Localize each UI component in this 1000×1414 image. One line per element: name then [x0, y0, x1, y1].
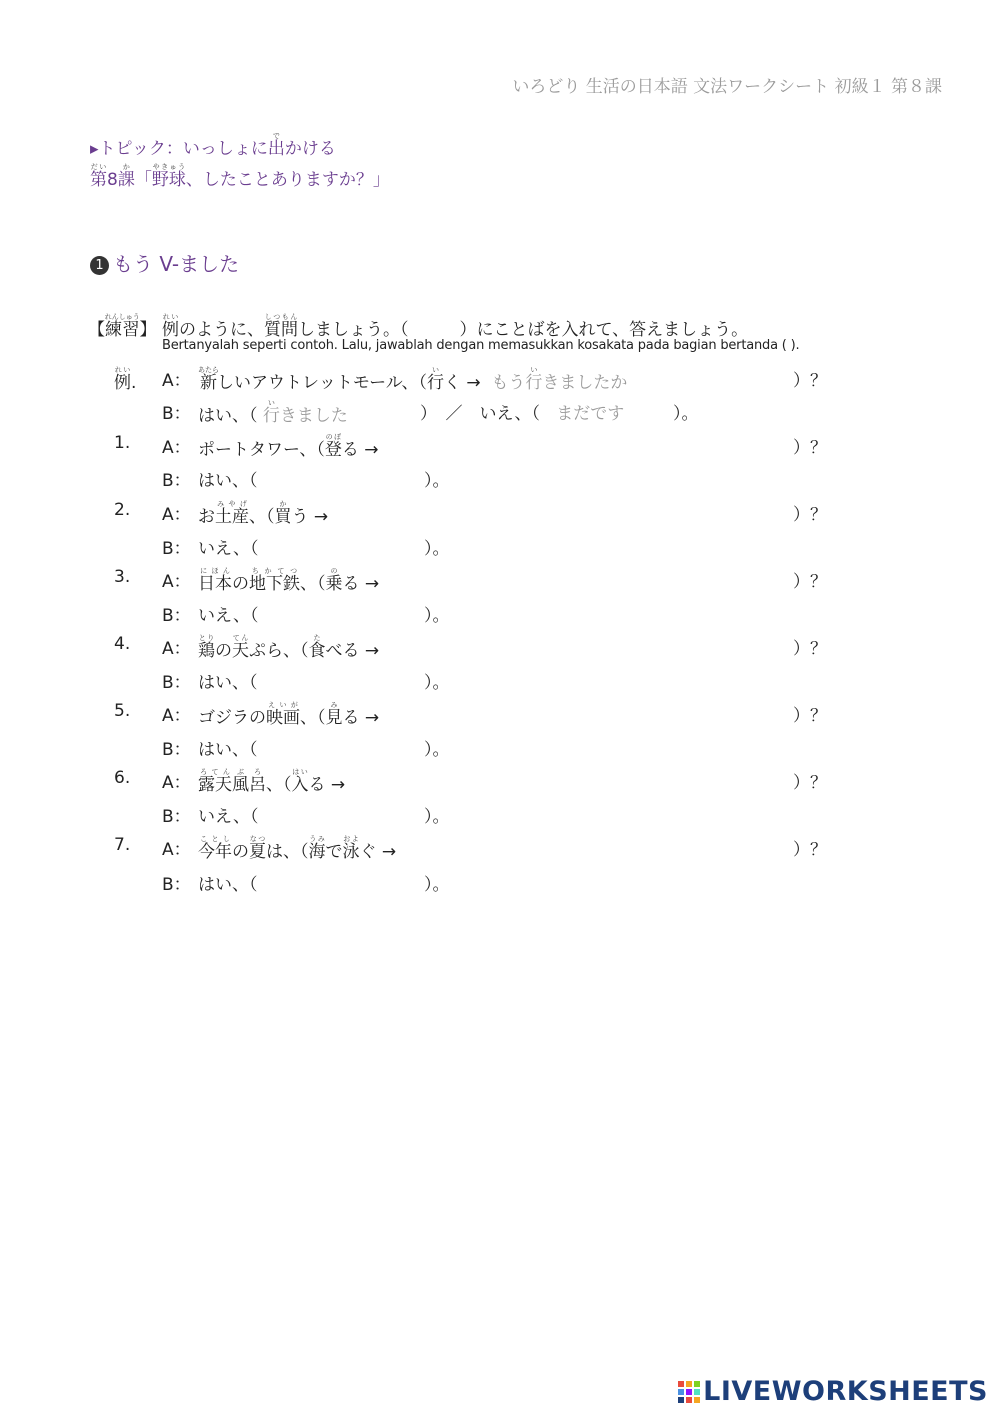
item-number: 5.	[114, 701, 131, 721]
item-b-answer: はい、（	[198, 875, 258, 895]
item-b-answer: はい、（	[198, 471, 258, 491]
item-b-answer: いえ、（	[198, 606, 259, 626]
item-number: 4.	[114, 634, 131, 654]
liveworksheets-logo-icon	[678, 1379, 700, 1410]
item-b-label: B：	[162, 673, 191, 693]
item-a-label: A：	[162, 572, 191, 592]
item-a-close: ）？	[793, 572, 827, 592]
item-b-close: ）。	[424, 606, 450, 626]
item-a-question: 露天ろてん風呂ぶろ、（入はいる →	[198, 768, 346, 795]
item-b-label: B：	[162, 471, 191, 491]
example-b-close: ）。	[673, 404, 699, 424]
section-number-badge: 1	[90, 256, 109, 275]
topic-line: ▸トピック：いっしょに出でかける	[90, 132, 336, 159]
item-a-question: お土産みやげ、（買かう →	[198, 500, 329, 527]
exercise-label: 【練習れんしゅう】	[88, 313, 157, 340]
item-b-label: B：	[162, 539, 191, 559]
item-a-label: A：	[162, 639, 191, 659]
item-a-question: ポートタワー、（登のぼる →	[198, 433, 379, 460]
item-a-close: ）？	[793, 505, 827, 525]
item-a-close: ）？	[793, 773, 827, 793]
item-b-close: ）。	[424, 471, 450, 491]
item-a-label: A：	[162, 706, 191, 726]
lesson-title: 第だい8課か「野球やきゅう、したことありますか？」	[90, 163, 390, 190]
item-b-close: ）。	[424, 875, 450, 895]
section-heading	[90, 248, 239, 277]
item-a-label: A：	[162, 438, 191, 458]
item-number: 1.	[114, 433, 131, 453]
item-b-close: ）。	[424, 673, 450, 693]
exercise-instruction: 例れいのように、質問しつもんしましょう。（ ）にことばを入れて、答えましょう。	[162, 313, 749, 340]
item-b-label: B：	[162, 740, 191, 760]
item-a-question: ゴジラの映画えいが、（見みる →	[198, 701, 380, 728]
item-a-question: 日本にほんの地下鉄ちかてつ、（乗のる →	[198, 567, 380, 594]
item-a-close: ）？	[793, 706, 827, 726]
item-a-label: A：	[162, 773, 191, 793]
topic-label: ▸トピック：	[90, 139, 183, 159]
item-b-label: B：	[162, 807, 191, 827]
item-b-label: B：	[162, 606, 191, 626]
exercise-translation: Bertanyalah seperti contoh. Lalu, jawablah dengan memasukkan kosakata pada bagian bertanda ( ).	[162, 338, 800, 353]
example-number: 例れい.	[114, 366, 137, 393]
item-b-answer: いえ、（	[198, 539, 259, 559]
example-b-answer-no: ） ／ いえ、（ まだです	[420, 404, 625, 424]
worksheet-header: いろどり 生活の日本語 文法ワークシート 初級１ 第８課	[512, 77, 942, 97]
item-b-close: ）。	[424, 807, 450, 827]
example-b-answer-yes: はい、（ 行いきました	[198, 399, 348, 426]
item-a-question: 鶏とりの天てんぷら、（食たべる →	[198, 634, 380, 661]
item-a-label: A：	[162, 840, 191, 860]
item-a-close: ）？	[793, 840, 827, 860]
liveworksheets-logo: LIVEWORKSHEETS	[678, 1376, 988, 1410]
example-a-question: 新あたらしいアウトレットモール、（行いく → もう行いきましたか	[198, 366, 628, 393]
item-a-question: 今年ことしの夏なつは、（海うみで泳およぐ →	[198, 835, 397, 862]
example-a-label: A：	[162, 371, 191, 391]
section-title: もう V-ました	[113, 252, 240, 276]
item-b-label: B：	[162, 875, 191, 895]
example-b-label: B：	[162, 404, 191, 424]
item-b-answer: はい、（	[198, 673, 258, 693]
item-b-answer: いえ、（	[198, 807, 259, 827]
example-a-answer: もう行いきましたか	[491, 366, 628, 393]
example-a-close: ）？	[793, 371, 827, 391]
item-number: 6.	[114, 768, 131, 788]
item-a-close: ）？	[793, 639, 827, 659]
item-b-answer: はい、（	[198, 740, 258, 760]
item-b-close: ）。	[424, 740, 450, 760]
item-a-close: ）？	[793, 438, 827, 458]
item-number: 7.	[114, 835, 131, 855]
item-a-label: A：	[162, 505, 191, 525]
item-b-close: ）。	[424, 539, 450, 559]
item-number: 2.	[114, 500, 131, 520]
item-number: 3.	[114, 567, 131, 587]
